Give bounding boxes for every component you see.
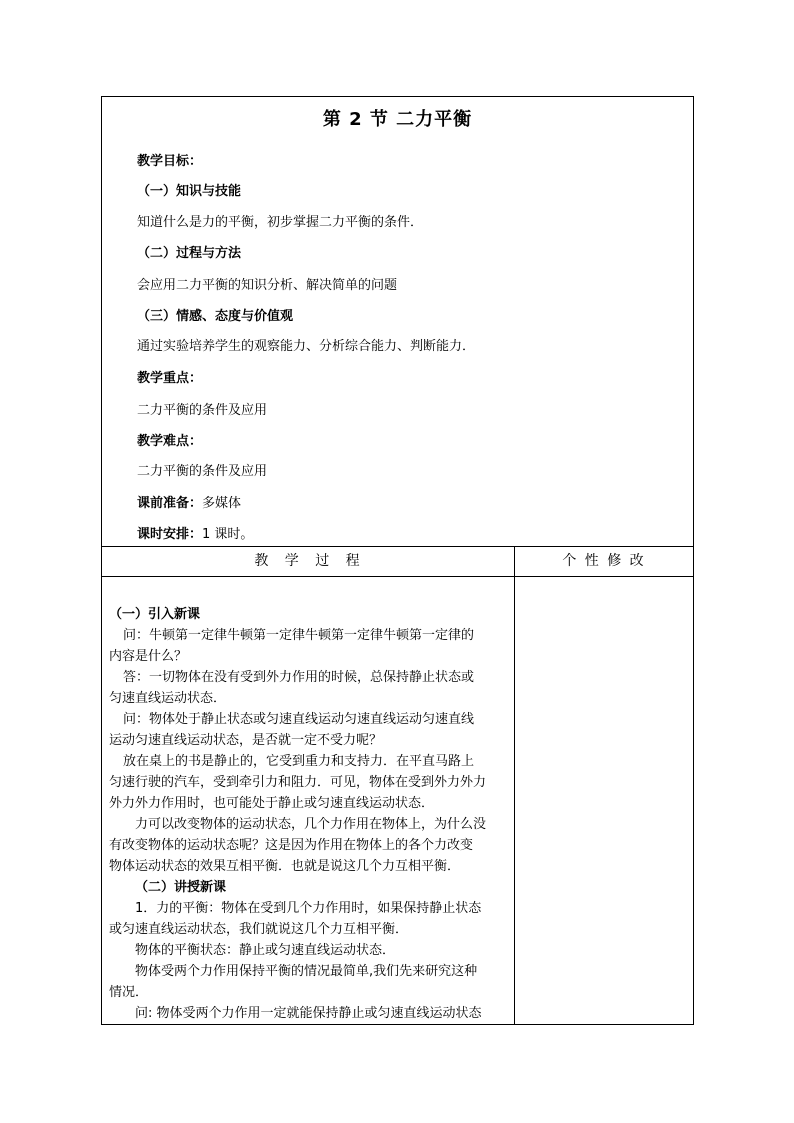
section2-heading: （二）过程与方法 — [137, 246, 242, 261]
teaching-process-text — [109, 604, 507, 1024]
body-line: 物体的平衡状态：静止或匀速直线运动状态． — [135, 943, 396, 958]
body-line: 答：一切物体在没有受到外力作用的时候，总保持静止状态或 — [123, 670, 475, 685]
process-column-header — [102, 547, 514, 575]
body-line: 外力外力作用时，也可能处于静止或匀速直线运动状态． — [109, 796, 435, 811]
schedule-text: 1 课时。 — [202, 527, 254, 542]
body-line: 物体受两个力作用保持平衡的情况最简单,我们先来研究这种 — [135, 964, 478, 979]
key-points-text: 二力平衡的条件及应用 — [137, 403, 268, 418]
section3-heading: （三）情感、态度与价值观 — [137, 309, 294, 324]
lesson-header-section — [102, 97, 693, 547]
schedule-label: 课时安排： — [137, 527, 203, 542]
body-line: 匀速直线运动状态． — [109, 691, 227, 706]
objectives-label: 教学目标： — [137, 154, 203, 169]
section2-text: 会应用二力平衡的知识分析、解决简单的问题 — [137, 278, 398, 293]
key-points-label: 教学重点： — [137, 371, 203, 386]
subsection-heading: （二）讲授新课 — [135, 880, 227, 895]
lesson-plan-table — [101, 96, 694, 1025]
process-header-label: 教 学 过 程 — [254, 553, 362, 569]
schedule-row — [137, 523, 253, 542]
prep-row — [137, 492, 241, 511]
body-line: 问: 物体受两个力作用一定就能保持静止或匀速直线运动状态 — [135, 1006, 482, 1021]
body-line: 放在桌上的书是静止的，它受到重力和支持力．在平直马路上 — [123, 754, 475, 769]
section1-text: 知道什么是力的平衡，初步掌握二力平衡的条件． — [137, 215, 424, 230]
difficulties-label: 教学难点： — [137, 434, 203, 449]
divider-header — [102, 576, 693, 577]
revision-column-header — [515, 547, 693, 575]
body-line: 运动匀速直线运动状态，是否就一定不受力呢？ — [109, 733, 383, 748]
section3-text: 通过实验培养学生的观察能力、分析综合能力、判断能力． — [137, 339, 476, 354]
revision-header-label: 个 性 修 改 — [562, 553, 646, 569]
prep-label: 课前准备： — [137, 496, 203, 511]
column-divider — [514, 547, 515, 1024]
body-line: 问：物体处于静止状态或匀速直线运动匀速直线运动匀速直线 — [123, 712, 475, 727]
body-line: 1．力的平衡：物体在受到几个力作用时，如果保持静止状态 — [135, 901, 482, 916]
body-line: 内容是什么？ — [109, 649, 188, 664]
body-line: 匀速行驶的汽车，受到牵引力和阻力．可见，物体在受到外力外力 — [109, 775, 487, 790]
body-line: 问：牛顿第一定律牛顿第一定律牛顿第一定律牛顿第一定律的 — [123, 628, 475, 643]
body-line: 力可以改变物体的运动状态，几个力作用在物体上，为什么没 — [135, 817, 487, 832]
section1-heading: （一）知识与技能 — [137, 184, 242, 199]
body-line: 物体运动状态的效果互相平衡．也就是说这几个力互相平衡． — [109, 859, 461, 874]
body-line: 或匀速直线运动状态，我们就说这几个力互相平衡． — [109, 922, 409, 937]
subsection-heading: （一）引入新课 — [109, 607, 201, 622]
prep-text: 多媒体 — [202, 496, 242, 511]
body-line: 有改变物体的运动状态呢？这是因为作用在物体上的各个力改变 — [109, 838, 474, 853]
page-title: 第 2 节 二力平衡 — [322, 109, 473, 130]
difficulties-text: 二力平衡的条件及应用 — [137, 464, 268, 479]
body-line: 情况． — [109, 985, 149, 1000]
